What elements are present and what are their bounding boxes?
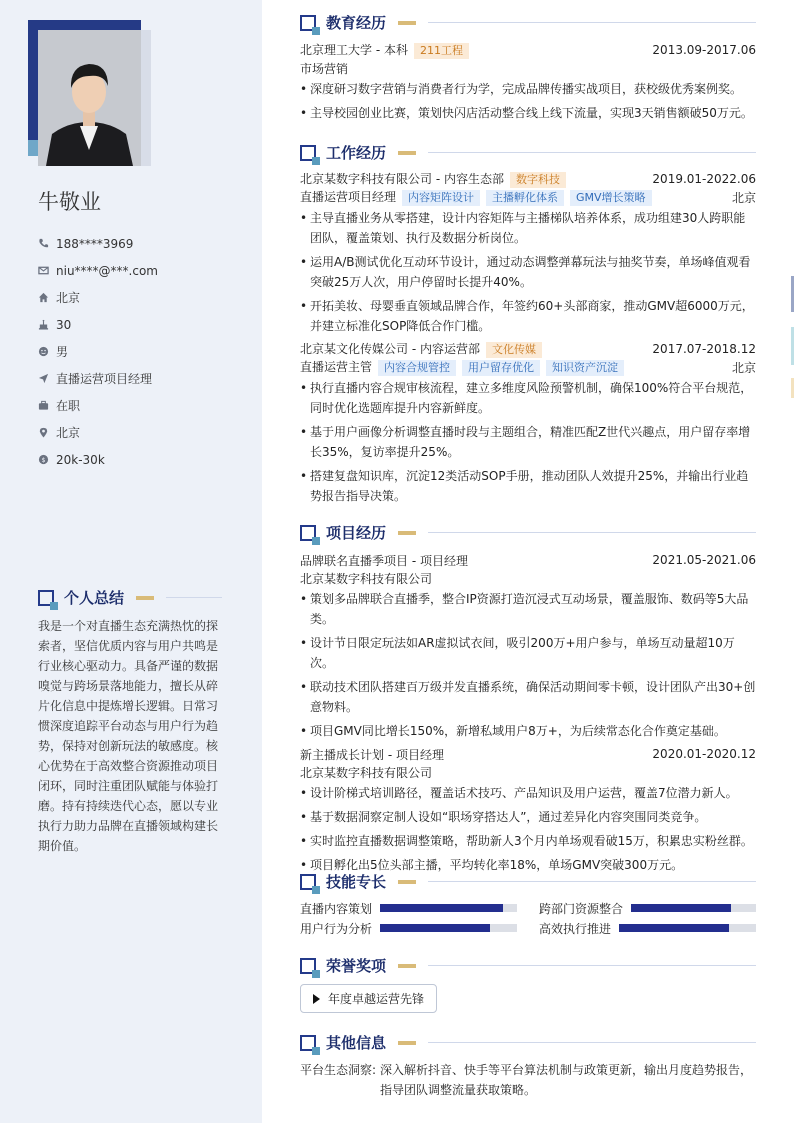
phone-icon: [38, 238, 49, 249]
gender-text: 男: [56, 345, 69, 359]
job-skill-tag: 内容合规管控: [378, 360, 456, 376]
job-city: 北京: [731, 360, 756, 375]
info-status: [38, 392, 158, 419]
job-company-wrap: [300, 170, 566, 188]
work-title: 工作经历: [326, 144, 387, 162]
info-target-role: [38, 365, 158, 392]
education-school-wrap: [300, 41, 469, 59]
project-date: 2021.05-2021.06: [652, 553, 756, 567]
target-role-text: 直播运营项目经理: [56, 372, 153, 386]
job-tag: 数字科技: [510, 172, 566, 188]
summary-header: [38, 587, 222, 608]
section-divider: [428, 152, 756, 153]
section-divider: [428, 881, 756, 882]
section-square-icon: [300, 15, 316, 31]
job-role-row: [300, 358, 756, 376]
education-date: 2013.09-2017.06: [652, 43, 756, 57]
project-entry: [300, 745, 756, 875]
section-divider: [166, 597, 222, 598]
skills-title: 技能专长: [326, 873, 387, 891]
info-email: [38, 257, 158, 284]
other-label: 平台生态洞察:: [300, 1063, 377, 1077]
skill-item: [300, 900, 517, 916]
education-major: 市场营销: [300, 61, 349, 76]
education-header: [300, 12, 756, 33]
cake-icon: [38, 319, 49, 330]
job-skill-tag: GMV增长策略: [570, 190, 652, 206]
skill-name: 高效执行推进: [539, 921, 612, 936]
project-heading-row: [300, 745, 756, 763]
skill-item: [300, 920, 517, 936]
education-bullets: [300, 79, 756, 123]
info-residence: [38, 284, 158, 311]
other-header: [300, 1032, 756, 1053]
honors-section: [300, 984, 756, 1013]
section-square-icon: [300, 525, 316, 541]
job-role-wrap: [300, 188, 652, 206]
award-name: 年度卓越运营先锋: [328, 992, 425, 1006]
person-icon: [38, 346, 49, 357]
list-item: • 设计阶梯式培训路径，覆盖话术技巧、产品知识及用户运营，覆盖7位潜力新人。: [300, 783, 756, 803]
skill-bar-fill: [631, 904, 731, 912]
summary-text: 我是一个对直播生态充满热忱的探索者，坚信优质内容与用户共鸣是行业核心驱动力。具备严谨的数据嗅觉与跨场景落地能力，擅长从碎片化信息中提炼增长逻辑。日常习惯深度追踪平台动态与用户行为趋势，保持对创新玩法的敏感度。核心优势在于高效整合资源推动项目闭环，同时注重团队赋能与体验打磨。持有持续迭代心态，愿以专业执行力助力品牌在直播领域构建长期价值。: [38, 619, 219, 853]
project-bullets: [300, 589, 756, 741]
list-item: • 项目孵化出5位头部主播，平均转化率18%，单场GMV突破300万元。: [300, 855, 756, 875]
job-bullets: [300, 208, 756, 336]
job-heading-row: [300, 170, 756, 188]
play-icon: [313, 994, 320, 1004]
education-tag: 211工程: [414, 43, 469, 59]
honors-header: [300, 955, 756, 976]
section-accent-bar: [398, 531, 416, 535]
job-company: 北京某数字科技有限公司 - 内容生态部: [300, 172, 504, 186]
list-item: • 运用A/B测试优化互动环节设计，通过动态调整弹幕玩法与抽奖节奏，单场峰值观看突破25万人次，用户停留时长提升40%。: [300, 252, 756, 292]
job-city: 北京: [731, 190, 756, 205]
list-item: • 策划多品牌联合直播季，整合IP资源打造沉浸式互动场景，覆盖服饰、数码等5大品类。: [300, 589, 756, 629]
info-age: [38, 311, 158, 338]
job-skill-tag: 知识资产沉淀: [546, 360, 624, 376]
section-divider: [428, 22, 756, 23]
project-heading-row: [300, 551, 756, 569]
job-role-wrap: [300, 358, 624, 376]
age-text: 30: [56, 317, 72, 332]
skills-section: [300, 900, 756, 936]
skill-name: 跨部门资源整合: [539, 901, 624, 916]
briefcase-icon: [38, 400, 49, 411]
other-section: [300, 1060, 756, 1100]
section-square-icon: [300, 1035, 316, 1051]
skill-bar: [380, 924, 517, 932]
award-badge: [300, 984, 437, 1013]
money-icon: [38, 454, 49, 465]
avatar-portrait: [38, 30, 141, 166]
project-company: 北京某数字科技有限公司: [300, 765, 433, 780]
list-item: • 设计节日限定玩法如AR虚拟试衣间，吸引200万+用户参与，单场互动量超10万次。: [300, 633, 756, 673]
email-text: niu****@***.com: [56, 263, 158, 278]
skill-item: [539, 900, 756, 916]
section-accent-bar: [398, 964, 416, 968]
skill-bar: [631, 904, 756, 912]
job-role: 直播运营项目经理: [300, 190, 397, 204]
info-location: [38, 419, 158, 446]
svg-text:$: $: [41, 455, 46, 464]
sidebar: [0, 0, 262, 1123]
mail-icon: [38, 265, 49, 276]
projects-section: [300, 551, 756, 879]
section-square-icon: [300, 874, 316, 890]
section-accent-bar: [398, 151, 416, 155]
section-accent-bar: [398, 1041, 416, 1045]
list-item: • 项目GMV同比增长150%，新增私域用户8万+，为后续常态化合作奠定基础。: [300, 721, 756, 741]
job-skill-tag: 内容矩阵设计: [402, 190, 480, 206]
skill-bar-fill: [619, 924, 729, 932]
section-square-icon: [300, 958, 316, 974]
list-item: • 主导校园创业比赛，策划快闪店活动整合线上线下流量，实现3天销售额破50万元。: [300, 103, 756, 123]
work-header: [300, 142, 756, 163]
list-item: • 基于用户画像分析调整直播时段与主题组合，精准匹配Z世代兴趣点，用户留存率增长35%，复访率提升25%。: [300, 422, 756, 462]
other-title: 其他信息: [326, 1034, 387, 1052]
list-item: • 联动技术团队搭建百万级并发直播系统，确保活动期间零卡顿，设计团队产出30+创意物料。: [300, 677, 756, 717]
personal-info: [38, 230, 158, 473]
project-bullets: [300, 783, 756, 875]
honors-title: 荣誉奖项: [326, 957, 387, 975]
section-divider: [428, 1042, 756, 1043]
list-item: • 搭建复盘知识库，沉淀12类活动SOP手册，推动团队人效提升25%，并输出行业趋势报告指导决策。: [300, 466, 756, 506]
job-date: 2017.07-2018.12: [652, 342, 756, 356]
section-accent-bar: [398, 880, 416, 884]
job-entry: [300, 170, 756, 336]
skill-name: 用户行为分析: [300, 921, 373, 936]
job-skill-tag: 用户留存优化: [462, 360, 540, 376]
job-company: 北京某文化传媒公司 - 内容运营部: [300, 342, 480, 356]
residence-text: 北京: [56, 291, 81, 305]
project-company: 北京某数字科技有限公司: [300, 571, 433, 586]
list-item: • 执行直播内容合规审核流程，建立多维度风险预警机制，确保100%符合平台规范，同时优化选题库提升内容新鲜度。: [300, 378, 756, 418]
job-role-row: [300, 188, 756, 206]
skill-name: 直播内容策划: [300, 901, 373, 916]
list-item: • 实时监控直播数据调整策略，帮助新人3个月内单场观看破15万，积累忠实粉丝群。: [300, 831, 756, 851]
phone-text: 188****3969: [56, 236, 134, 251]
summary-title: 个人总结: [64, 589, 125, 607]
skills-header: [300, 871, 756, 892]
skill-bar: [619, 924, 756, 932]
section-square-icon: [38, 590, 54, 606]
info-salary: [38, 446, 158, 473]
education-school: 北京理工大学 - 本科: [300, 43, 408, 57]
section-accent-bar: [136, 596, 154, 600]
job-bullets: [300, 378, 756, 506]
skill-item: [539, 920, 756, 936]
location-text: 北京: [56, 426, 81, 440]
list-item: • 开拓美妆、母婴垂直领域品牌合作，年签约60+头部商家，推动GMV超6000万元，并建立标准化SOP降低合作门槛。: [300, 296, 756, 336]
section-divider: [428, 532, 756, 533]
list-item: • 主导直播业务从零搭建，设计内容矩阵与主播梯队培养体系，成功组建30人跨职能团队，覆盖策划、执行及数据分析岗位。: [300, 208, 756, 248]
send-icon: [38, 373, 49, 384]
home-icon: [38, 292, 49, 303]
job-entry: [300, 340, 756, 506]
work-section: [300, 170, 756, 510]
job-skill-tag: 主播孵化体系: [486, 190, 564, 206]
projects-header: [300, 522, 756, 543]
skill-bar-fill: [380, 924, 490, 932]
project-name: 品牌联名直播季项目 - 项目经理: [300, 553, 468, 568]
job-heading-row: [300, 340, 756, 358]
info-phone: [38, 230, 158, 257]
list-item: • 基于数据洞察定制人设如“职场穿搭达人”，通过差异化内容突围同类竞争。: [300, 807, 756, 827]
skills-grid: [300, 900, 756, 936]
section-divider: [428, 965, 756, 966]
project-name: 新主播成长计划 - 项目经理: [300, 747, 444, 762]
job-date: 2019.01-2022.06: [652, 172, 756, 186]
projects-title: 项目经历: [326, 524, 387, 542]
job-role: 直播运营主管: [300, 360, 373, 374]
avatar: [38, 30, 151, 166]
project-date: 2020.01-2020.12: [652, 747, 756, 761]
section-square-icon: [300, 145, 316, 161]
education-section: [300, 41, 756, 127]
skill-bar: [380, 904, 517, 912]
skill-bar-fill: [380, 904, 503, 912]
candidate-name: 牛敬业: [38, 190, 101, 214]
salary-text: 20k-30k: [56, 452, 105, 467]
other-item: [300, 1060, 756, 1100]
project-entry: [300, 551, 756, 741]
education-title: 教育经历: [326, 14, 387, 32]
education-heading-row: [300, 41, 756, 59]
section-accent-bar: [398, 21, 416, 25]
info-gender: [38, 338, 158, 365]
job-company-wrap: [300, 340, 542, 358]
status-text: 在职: [56, 399, 81, 413]
job-tag: 文化传媒: [486, 342, 542, 358]
location-icon: [38, 427, 49, 438]
list-item: • 深度研习数字营销与消费者行为学，完成品牌传播实战项目，获校级优秀案例奖。: [300, 79, 756, 99]
other-text: 深入解析抖音、快手等平台算法机制与政策更新，输出月度趋势报告，指导团队调整流量获取策略。: [380, 1063, 753, 1097]
